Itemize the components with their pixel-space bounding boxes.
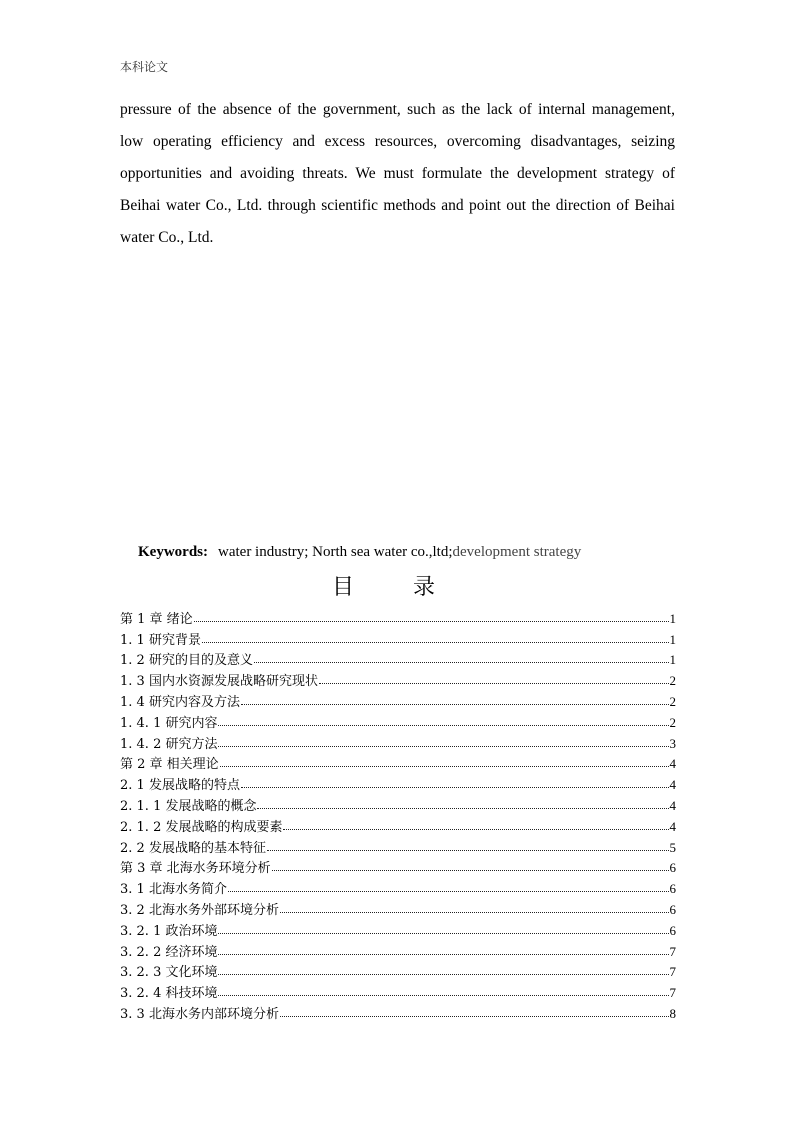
toc-entry[interactable] [120,648,676,669]
toc-entry[interactable] [120,606,676,627]
toc-entry-label: 3. 2. 2 经济环境 [120,944,218,960]
toc-entry[interactable] [120,814,676,835]
toc-entry[interactable] [120,689,676,710]
toc-dot-leader [241,703,669,705]
abstract-line: water Co., Ltd. [120,229,214,246]
toc-entry-page: 4 [669,818,676,834]
toc-entry[interactable] [120,856,676,877]
toc-entry-label: 1. 3 国内水资源发展战略研究现状 [120,674,318,690]
toc-entry-label: 第 3 章 北海水务环境分析 [120,861,271,877]
toc-entry-label: 2. 2 发展战略的基本特征 [120,840,266,856]
toc-dot-leader [280,1015,669,1017]
table-of-contents [120,606,676,1022]
toc-dot-leader [272,869,669,871]
toc-entry[interactable] [120,876,676,897]
toc-entry-label: 1. 2 研究的目的及意义 [120,653,253,669]
toc-dot-leader [319,682,669,684]
toc-entry[interactable] [120,793,676,814]
toc-title: 目 录 [332,575,461,600]
toc-entry[interactable] [120,731,676,752]
toc-dot-leader [218,994,668,996]
toc-entry-page: 6 [669,922,676,938]
toc-entry[interactable] [120,835,676,856]
toc-entry-page: 4 [669,777,676,793]
toc-entry-page: 8 [669,1005,676,1021]
toc-dot-leader [218,932,668,934]
toc-entry[interactable] [120,627,676,648]
toc-dot-leader [254,661,669,663]
toc-entry[interactable] [120,1001,676,1022]
toc-entry-label: 1. 4. 2 研究方法 [120,736,218,752]
abstract-line: low operating efficiency and excess resources, overcoming disadvantages, seizing [120,133,675,150]
toc-entry-page: 4 [669,797,676,813]
toc-entry-page: 6 [669,881,676,897]
toc-entry-page: 7 [669,985,676,1001]
toc-dot-leader [218,745,668,747]
toc-entry-page: 6 [669,901,676,917]
toc-entry-label: 3. 2. 3 文化环境 [120,965,218,981]
running-header: 本科论文 [120,60,169,74]
toc-entry[interactable] [120,939,676,960]
toc-dot-leader [218,973,668,975]
toc-entry-page: 1 [669,652,676,668]
toc-entry-label: 1. 4 研究内容及方法 [120,694,240,710]
toc-entry-page: 1 [669,631,676,647]
toc-entry-page: 2 [669,673,676,689]
toc-entry-label: 3. 2 北海水务外部环境分析 [120,902,279,918]
toc-dot-leader [280,911,669,913]
toc-dot-leader [241,786,669,788]
toc-entry-page: 2 [669,714,676,730]
toc-dot-leader [283,828,668,830]
toc-entry-page: 2 [669,693,676,709]
toc-dot-leader [194,620,669,622]
toc-entry[interactable] [120,772,676,793]
toc-entry-label: 3. 2. 1 政治环境 [120,923,218,939]
toc-dot-leader [202,641,669,643]
toc-entry-label: 1. 1 研究背景 [120,632,201,648]
toc-dot-leader [220,765,669,767]
abstract-line: opportunities and avoiding threats. We must formulate the development strategy of [120,165,675,182]
toc-entry-label: 2. 1. 2 发展战略的构成要素 [120,819,283,835]
toc-entry-page: 7 [669,943,676,959]
toc-dot-leader [218,953,668,955]
toc-entry-page: 4 [669,756,676,772]
abstract-body [120,94,675,254]
abstract-line: Beihai water Co., Ltd. through scientific methods and point out the direction of Beihai [120,197,675,214]
toc-entry[interactable] [120,960,676,981]
keywords-line [138,544,581,561]
keywords-text: water industry; North sea water co.,ltd; [218,544,453,560]
toc-entry[interactable] [120,918,676,939]
toc-entry-page: 3 [669,735,676,751]
toc-dot-leader [218,724,668,726]
toc-entry-label: 2. 1. 1 发展战略的概念 [120,798,257,814]
toc-entry-page: 5 [669,839,676,855]
toc-entry-page: 1 [669,610,676,626]
keywords-tail: development strategy [452,544,582,560]
toc-entry[interactable] [120,897,676,918]
toc-entry[interactable] [120,752,676,773]
toc-entry-label: 3. 2. 4 科技环境 [120,986,218,1002]
keywords-label: Keywords: [138,544,208,560]
toc-entry-label: 1. 4. 1 研究内容 [120,715,218,731]
toc-entry[interactable] [120,710,676,731]
toc-dot-leader [257,807,668,809]
toc-entry-label: 3. 1 北海水务简介 [120,882,227,898]
toc-entry-label: 3. 3 北海水务内部环境分析 [120,1006,279,1022]
toc-dot-leader [228,890,669,892]
toc-entry-page: 6 [669,860,676,876]
toc-entry-label: 第 2 章 相关理论 [120,757,219,773]
toc-entry[interactable] [120,668,676,689]
toc-entry[interactable] [120,980,676,1001]
toc-dot-leader [267,849,669,851]
toc-entry-label: 第 1 章 绪论 [120,611,193,627]
abstract-line: pressure of the absence of the government, such as the lack of internal management, [120,101,675,118]
toc-entry-page: 7 [669,964,676,980]
toc-entry-label: 2. 1 发展战略的特点 [120,778,240,794]
